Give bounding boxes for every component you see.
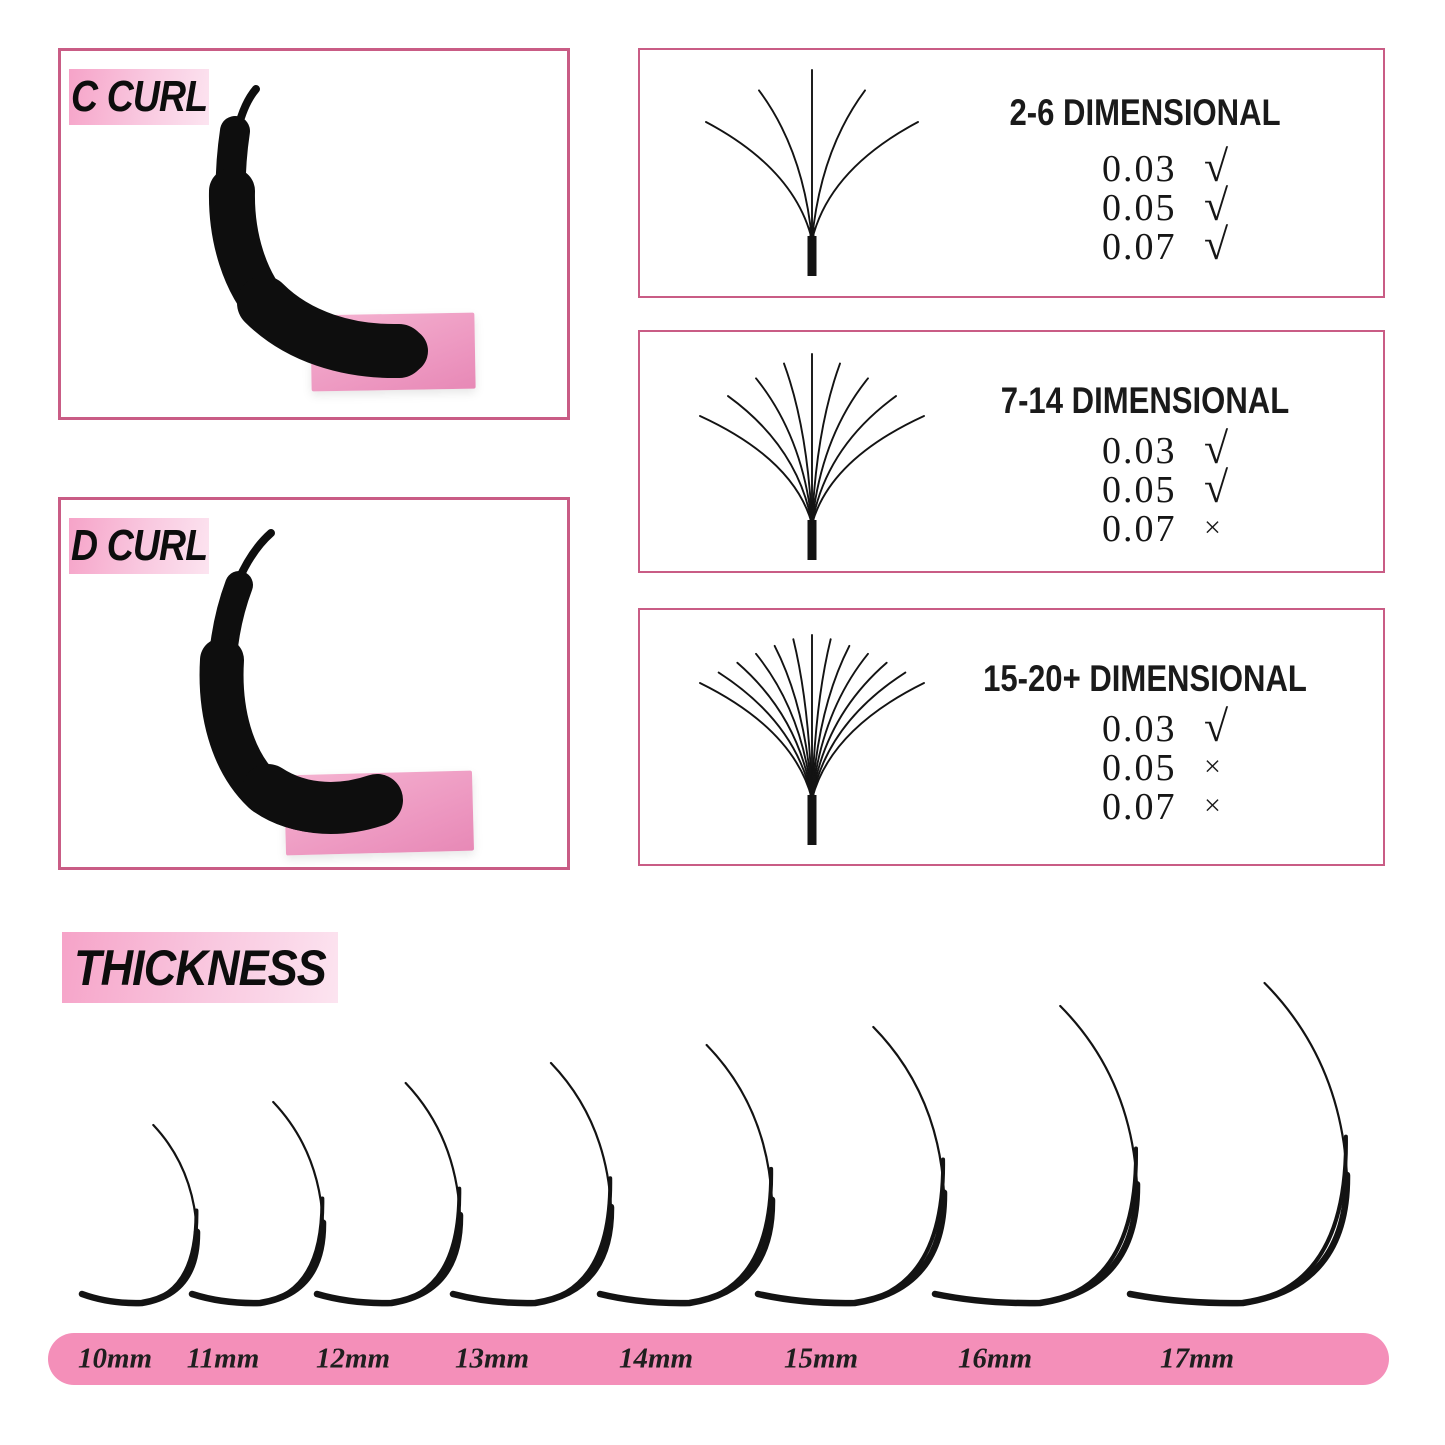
thickness-value: 0.05	[1102, 747, 1177, 789]
compatibility-mark: √	[1204, 142, 1229, 191]
compat-row	[1102, 463, 1362, 512]
thickness-value: 0.03	[1102, 148, 1177, 190]
thickness-value: 0.05	[1102, 469, 1177, 511]
compat-row	[1102, 142, 1362, 191]
c-curl-box	[58, 48, 570, 420]
dimensional-box-15-20	[638, 608, 1385, 866]
dimensional-title: 15-20+ DIMENSIONAL	[983, 658, 1307, 699]
compat-row	[1102, 220, 1362, 269]
thickness-curves-image	[40, 960, 1400, 1320]
compatibility-mark: √	[1204, 702, 1229, 751]
d-curl-label: D CURL	[70, 521, 208, 570]
compatibility-mark: ×	[1204, 789, 1221, 822]
compat-row	[1102, 181, 1362, 230]
compat-row	[1102, 507, 1362, 549]
length-scale-bar	[48, 1333, 1389, 1385]
length-label: 12mm	[315, 1342, 391, 1375]
d-curl-badge	[69, 518, 209, 574]
length-label: 10mm	[77, 1342, 153, 1375]
compatibility-mark: √	[1204, 463, 1229, 512]
compatibility-mark: √	[1204, 424, 1229, 473]
lash-fan-image	[640, 332, 985, 575]
thickness-value: 0.05	[1102, 187, 1177, 229]
thickness-value: 0.03	[1102, 708, 1177, 750]
thickness-value: 0.07	[1102, 786, 1177, 828]
compatibility-mark: ×	[1204, 750, 1221, 783]
lash-fan-image	[640, 610, 985, 868]
d-curl-box	[58, 497, 570, 870]
length-label: 14mm	[618, 1342, 694, 1375]
compat-row	[1102, 702, 1362, 751]
dimensional-title: 7-14 DIMENSIONAL	[1000, 380, 1290, 421]
thickness-title: THICKNESS	[74, 939, 326, 996]
length-label: 13mm	[454, 1342, 530, 1375]
thickness-value: 0.03	[1102, 430, 1177, 472]
compatibility-mark: √	[1204, 181, 1229, 230]
compat-row	[1102, 785, 1362, 827]
thickness-value: 0.07	[1102, 508, 1177, 550]
length-label: 17mm	[1159, 1342, 1235, 1375]
dimensional-box-7-14	[638, 330, 1385, 573]
length-label: 11mm	[186, 1342, 260, 1375]
c-curl-badge	[69, 69, 209, 125]
thickness-value: 0.07	[1102, 226, 1177, 268]
length-label: 16mm	[957, 1342, 1033, 1375]
compatibility-mark: ×	[1204, 511, 1221, 544]
dimensional-title: 2-6 DIMENSIONAL	[1009, 92, 1281, 133]
c-curl-label: C CURL	[70, 72, 208, 121]
length-label: 15mm	[783, 1342, 859, 1375]
lash-fan-image	[640, 50, 985, 300]
compatibility-mark: √	[1204, 220, 1229, 269]
compat-row	[1102, 424, 1362, 473]
compat-row	[1102, 746, 1362, 788]
dimensional-box-2-6	[638, 48, 1385, 298]
